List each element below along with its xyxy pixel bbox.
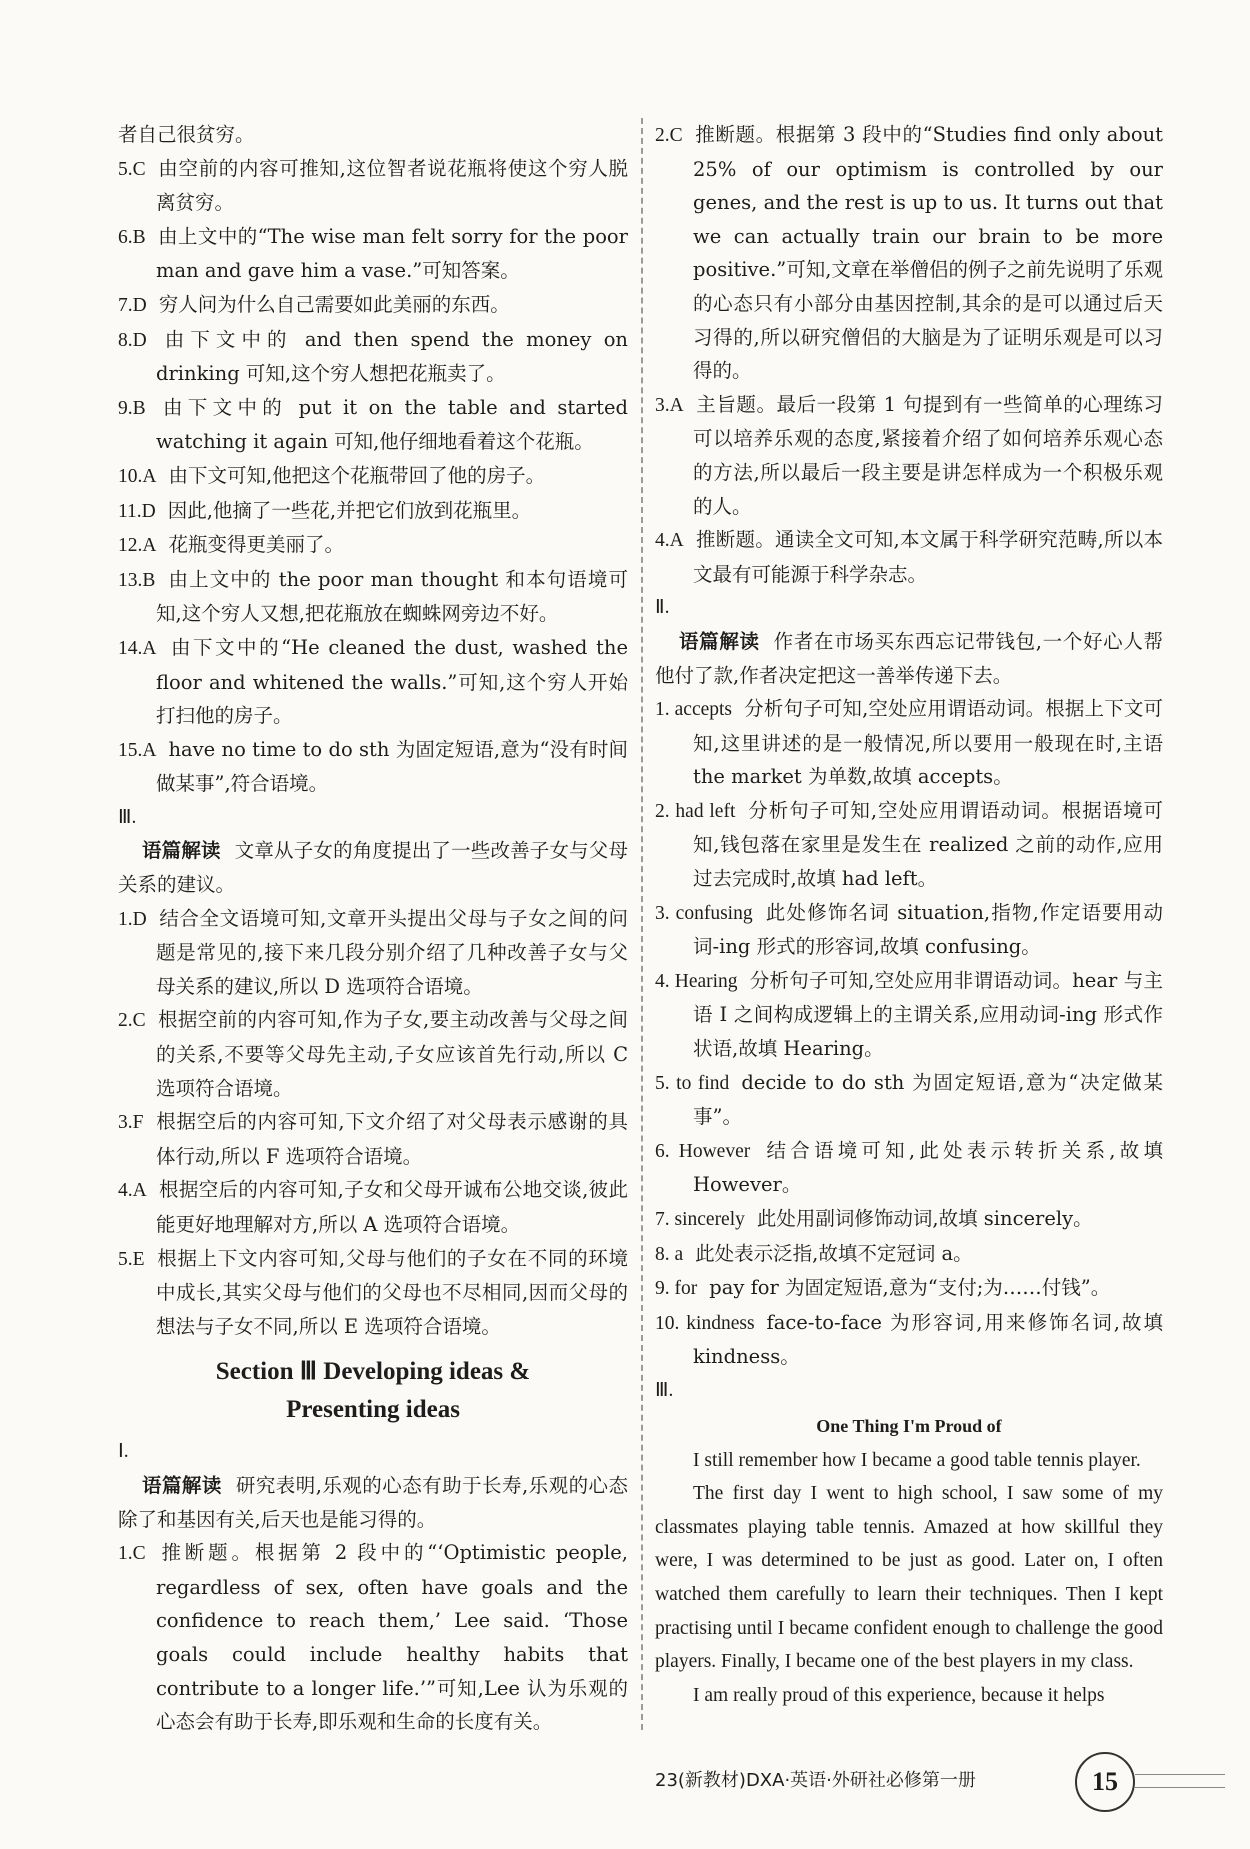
answer-explanation: 分析句子可知,空处应用谓语动词。根据语境可知,钱包落在家里是发生在 realized 之前的动作,应用过去完成时,故填 had left。 (693, 798, 1164, 891)
footer-decoration (1135, 1774, 1225, 1788)
part-heading: Ⅰ. (118, 1441, 129, 1463)
answer-number: 15.A (118, 739, 157, 761)
answer-explanation: 根据空后的内容可知,子女和父母开诚布公地交谈,彼此能更好地理解对方,所以 A 选项符合语境。 (156, 1178, 628, 1236)
answer-number: 2.C (655, 125, 683, 146)
answer-number: 10.A (118, 465, 157, 487)
answer-explanation: 根据上下文内容可知,父母与他们的子女在不同的环境中成长,其实父母与他们的父母也不尽相同,因而父母的想法与子女不同,所以 E 选项符合语境。 (156, 1246, 628, 1338)
answer-explanation: 结合语境可知,此处表示转折关系,故填 However。 (693, 1138, 1163, 1197)
answer-item (655, 1306, 1163, 1374)
answer-explanation: 由下文中的“He cleaned the dust, washed the floor and whitened the walls.”可知,这个穷人开始打扫他的房子。 (156, 635, 628, 728)
answer-explanation: 花瓶变得更美丽了。 (168, 533, 344, 557)
answer-number: 11.D (118, 500, 156, 522)
reading-label: 语篇解读 (142, 839, 221, 863)
answer-explanation: 分析句子可知,空处应用非谓语动词。hear 与主语 I 之间构成逻辑上的主谓关系,应用动词-ing 形式作状语,故填 Hearing。 (693, 968, 1163, 1061)
answer-number: 6. However (655, 1140, 751, 1162)
answer-item (118, 118, 628, 152)
answer-number: 3. confusing (655, 902, 753, 924)
part-heading: Ⅱ. (655, 597, 670, 619)
answer-item (118, 152, 628, 220)
essay-paragraph: The first day I went to high school, I saw some of my classmates playing table tennis. Amazed at how skillful they were, I was determined to be just as good. Later on, I often watched them carefully to learn their techniques. Then I kept practising until I became confident enough to challenge the good players. Finally, I became one of the best players in my class. (655, 1483, 1163, 1673)
answer-number: 3.A (655, 394, 684, 416)
answer-item (118, 1536, 628, 1739)
answer-explanation: 此处表示泛指,故填不定冠词 a。 (695, 1241, 973, 1265)
reading-text: 研究表明,乐观的心态有助于长寿,乐观的心态除了和基因有关,后天也是能习得的。 (118, 1473, 628, 1531)
answer-item (655, 794, 1163, 896)
section-title-line2: Presenting ideas (286, 1396, 460, 1424)
answer-item (118, 459, 628, 494)
answer-item (118, 1105, 628, 1173)
answer-item (655, 118, 1163, 388)
answer-item (655, 1066, 1163, 1134)
answer-item (655, 1202, 1163, 1237)
answer-number: 1.D (118, 908, 147, 930)
answer-number: 14.A (118, 637, 157, 659)
reading-summary (118, 834, 628, 901)
answer-item (655, 523, 1163, 591)
book-info: 23(新教材)DXA·英语·外研社必修第一册 (655, 1770, 976, 1791)
answer-explanation: 分析句子可知,空处应用谓语动词。根据上下文可知,这里讲述的是一般情况,所以要用一般现在时,主语 the market 为单数,故填 accepts。 (693, 697, 1163, 789)
answer-item (655, 692, 1163, 794)
right-column (655, 118, 1163, 1712)
answer-explanation: 推断题。根据第 2 段中的“‘Optimistic people, regardless of sex, often have goals and the confidence to reach them,’ Lee said. ‘Those goals could include healthy habits that contribute to a longer life.’”可知,Lee 认为乐观的心态会有助于长寿,即乐观和生命的长度有关。 (156, 1541, 628, 1734)
answer-explanation: 由下文可知,他把这个花瓶带回了他的房子。 (168, 463, 546, 487)
answer-number: 3.F (118, 1112, 144, 1134)
answer-explanation: 此处用副词修饰动词,故填 sincerely。 (756, 1207, 1093, 1230)
answer-number: 13.B (118, 569, 156, 591)
answer-explanation: 由上文中的“The wise man felt sorry for the poor man and gave him a vase.”可知答案。 (156, 224, 628, 283)
answer-explanation: 者自己很贫穷。 (118, 123, 255, 146)
reading-text: 作者在市场买东西忘记带钱包,一个好心人帮他付了款,作者决定把这一善举传递下去。 (655, 629, 1163, 687)
page-number: 15 (1075, 1752, 1135, 1812)
answer-item (118, 528, 628, 563)
answer-explanation: 穷人问为什么自己需要如此美丽的东西。 (158, 292, 510, 316)
answer-number: 10. kindness (655, 1312, 755, 1334)
answer-item (118, 220, 628, 288)
left-column (118, 118, 628, 1739)
answer-explanation: pay for 为固定短语,意为“支付;为……付钱”。 (709, 1276, 1111, 1300)
answer-item (118, 323, 628, 391)
answer-explanation: decide to do sth 为固定短语,意为“决定做某事”。 (693, 1070, 1163, 1129)
answer-explanation: have no time to do sth 为固定短语,意为“没有时间做某事”,符合语境。 (156, 737, 628, 796)
answer-number: 9. for (655, 1278, 698, 1300)
answer-item (118, 563, 628, 631)
answer-item (655, 1271, 1163, 1306)
answer-explanation: face-to-face 为形容词,用来修饰名词,故填 kindness。 (693, 1310, 1164, 1369)
answer-explanation: 推断题。根据第 3 段中的“Studies find only about 25% of our optimism is controlled by our genes, and the rest is up to us. It turns out that we can actually train our brain to be more positive.”可知,文章在举僧侣的例子之前先说明了乐观的心态只有小部分由基因控制,其余的是可以通过后天习得的,所以研究僧侣的大脑是为了证明乐观是可以习得的。 (693, 123, 1163, 383)
answer-item (118, 631, 628, 733)
essay-paragraph: I am really proud of this experience, because it helps (693, 1684, 1105, 1706)
answer-explanation: 由空前的内容可推知,这位智者说花瓶将使这个穷人脱离贫穷。 (156, 156, 628, 215)
reading-summary (655, 625, 1163, 692)
answer-item (118, 391, 628, 459)
answer-item (118, 902, 628, 1004)
answer-item (118, 1242, 628, 1344)
answer-number: 5.C (118, 158, 146, 180)
answer-explanation: 根据空后的内容可知,下文介绍了对父母表示感谢的具体行动,所以 F 选项符合语境。 (155, 1110, 628, 1168)
answer-item (118, 1173, 628, 1241)
answer-explanation: 由下文中的 and then spend the money on drinking 可知,这个穷人想把花瓶卖了。 (156, 327, 628, 386)
answer-explanation: 由下文中的 put it on the table and started watching it again 可知,他仔细地看着这个花瓶。 (156, 395, 628, 454)
part-heading: Ⅲ. (118, 806, 137, 828)
answer-number: 7.D (118, 294, 147, 316)
answer-explanation: 此处修饰名词 situation,指物,作定语要用动词-ing 形式的形容词,故填 confusing。 (693, 900, 1163, 959)
part-heading: Ⅲ. (655, 1379, 674, 1401)
answer-number: 5. to find (655, 1072, 730, 1094)
answer-number: 4.A (655, 530, 684, 552)
answer-explanation: 主旨题。最后一段第 1 句提到有一些简单的心理练习可以培养乐观的态度,紧接着介绍了如何培养乐观心态的方法,所以最后一段主要是讲怎样成为一个积极乐观的人。 (693, 392, 1163, 518)
essay-title: One Thing I'm Proud of (816, 1415, 1002, 1436)
answer-explanation: 推断题。通读全文可知,本文属于科学研究范畴,所以本文最有可能源于科学杂志。 (693, 528, 1163, 586)
answer-explanation: 由上文中的 the poor man thought 和本句语境可知,这个穷人又想,把花瓶放在蜘蛛网旁边不好。 (156, 567, 628, 626)
answer-number: 12.A (118, 535, 157, 557)
answer-number: 5.E (118, 1248, 145, 1270)
answer-number: 4.A (118, 1180, 147, 1202)
answer-explanation: 根据空前的内容可知,作为子女,要主动改善与父母之间的关系,不要等父母先主动,子女应该首先行动,所以 C 选项符合语境。 (156, 1008, 628, 1100)
answer-item (118, 1003, 628, 1105)
answer-number: 1.C (118, 1543, 146, 1565)
answer-item (118, 288, 628, 323)
essay-paragraph: I still remember how I became a good table tennis player. (693, 1449, 1141, 1471)
answer-number: 2. had left (655, 800, 736, 822)
page-footer (655, 1748, 1135, 1808)
answer-item (118, 494, 628, 529)
answer-number: 1. accepts (655, 699, 733, 721)
answer-number: 7. sincerely (655, 1209, 745, 1230)
answer-number: 2.C (118, 1010, 146, 1032)
answer-item (655, 1237, 1163, 1272)
answer-item (655, 388, 1163, 523)
reading-text: 文章从子女的角度提出了一些改善子女与父母关系的建议。 (118, 839, 628, 897)
answer-item (655, 1134, 1163, 1202)
answer-item (118, 733, 628, 801)
reading-summary (118, 1469, 628, 1536)
answer-item (655, 896, 1163, 964)
answer-explanation: 因此,他摘了一些花,并把它们放到花瓶里。 (167, 498, 532, 522)
answer-number: 8. a (655, 1243, 684, 1265)
answer-number: 4. Hearing (655, 970, 738, 992)
answer-number: 6.B (118, 226, 146, 248)
answer-explanation: 结合全文语境可知,文章开头提出父母与子女之间的问题是常见的,接下来几段分别介绍了几种改善子女与父母关系的建议,所以 D 选项符合语境。 (156, 906, 628, 998)
answer-item (655, 964, 1163, 1066)
answer-number: 9.B (118, 397, 146, 419)
reading-label: 语篇解读 (679, 629, 760, 653)
reading-label: 语篇解读 (142, 1473, 222, 1497)
answer-number: 8.D (118, 329, 147, 351)
section-title-line1: Section Ⅲ Developing ideas & (215, 1358, 531, 1386)
column-divider (641, 118, 643, 1730)
